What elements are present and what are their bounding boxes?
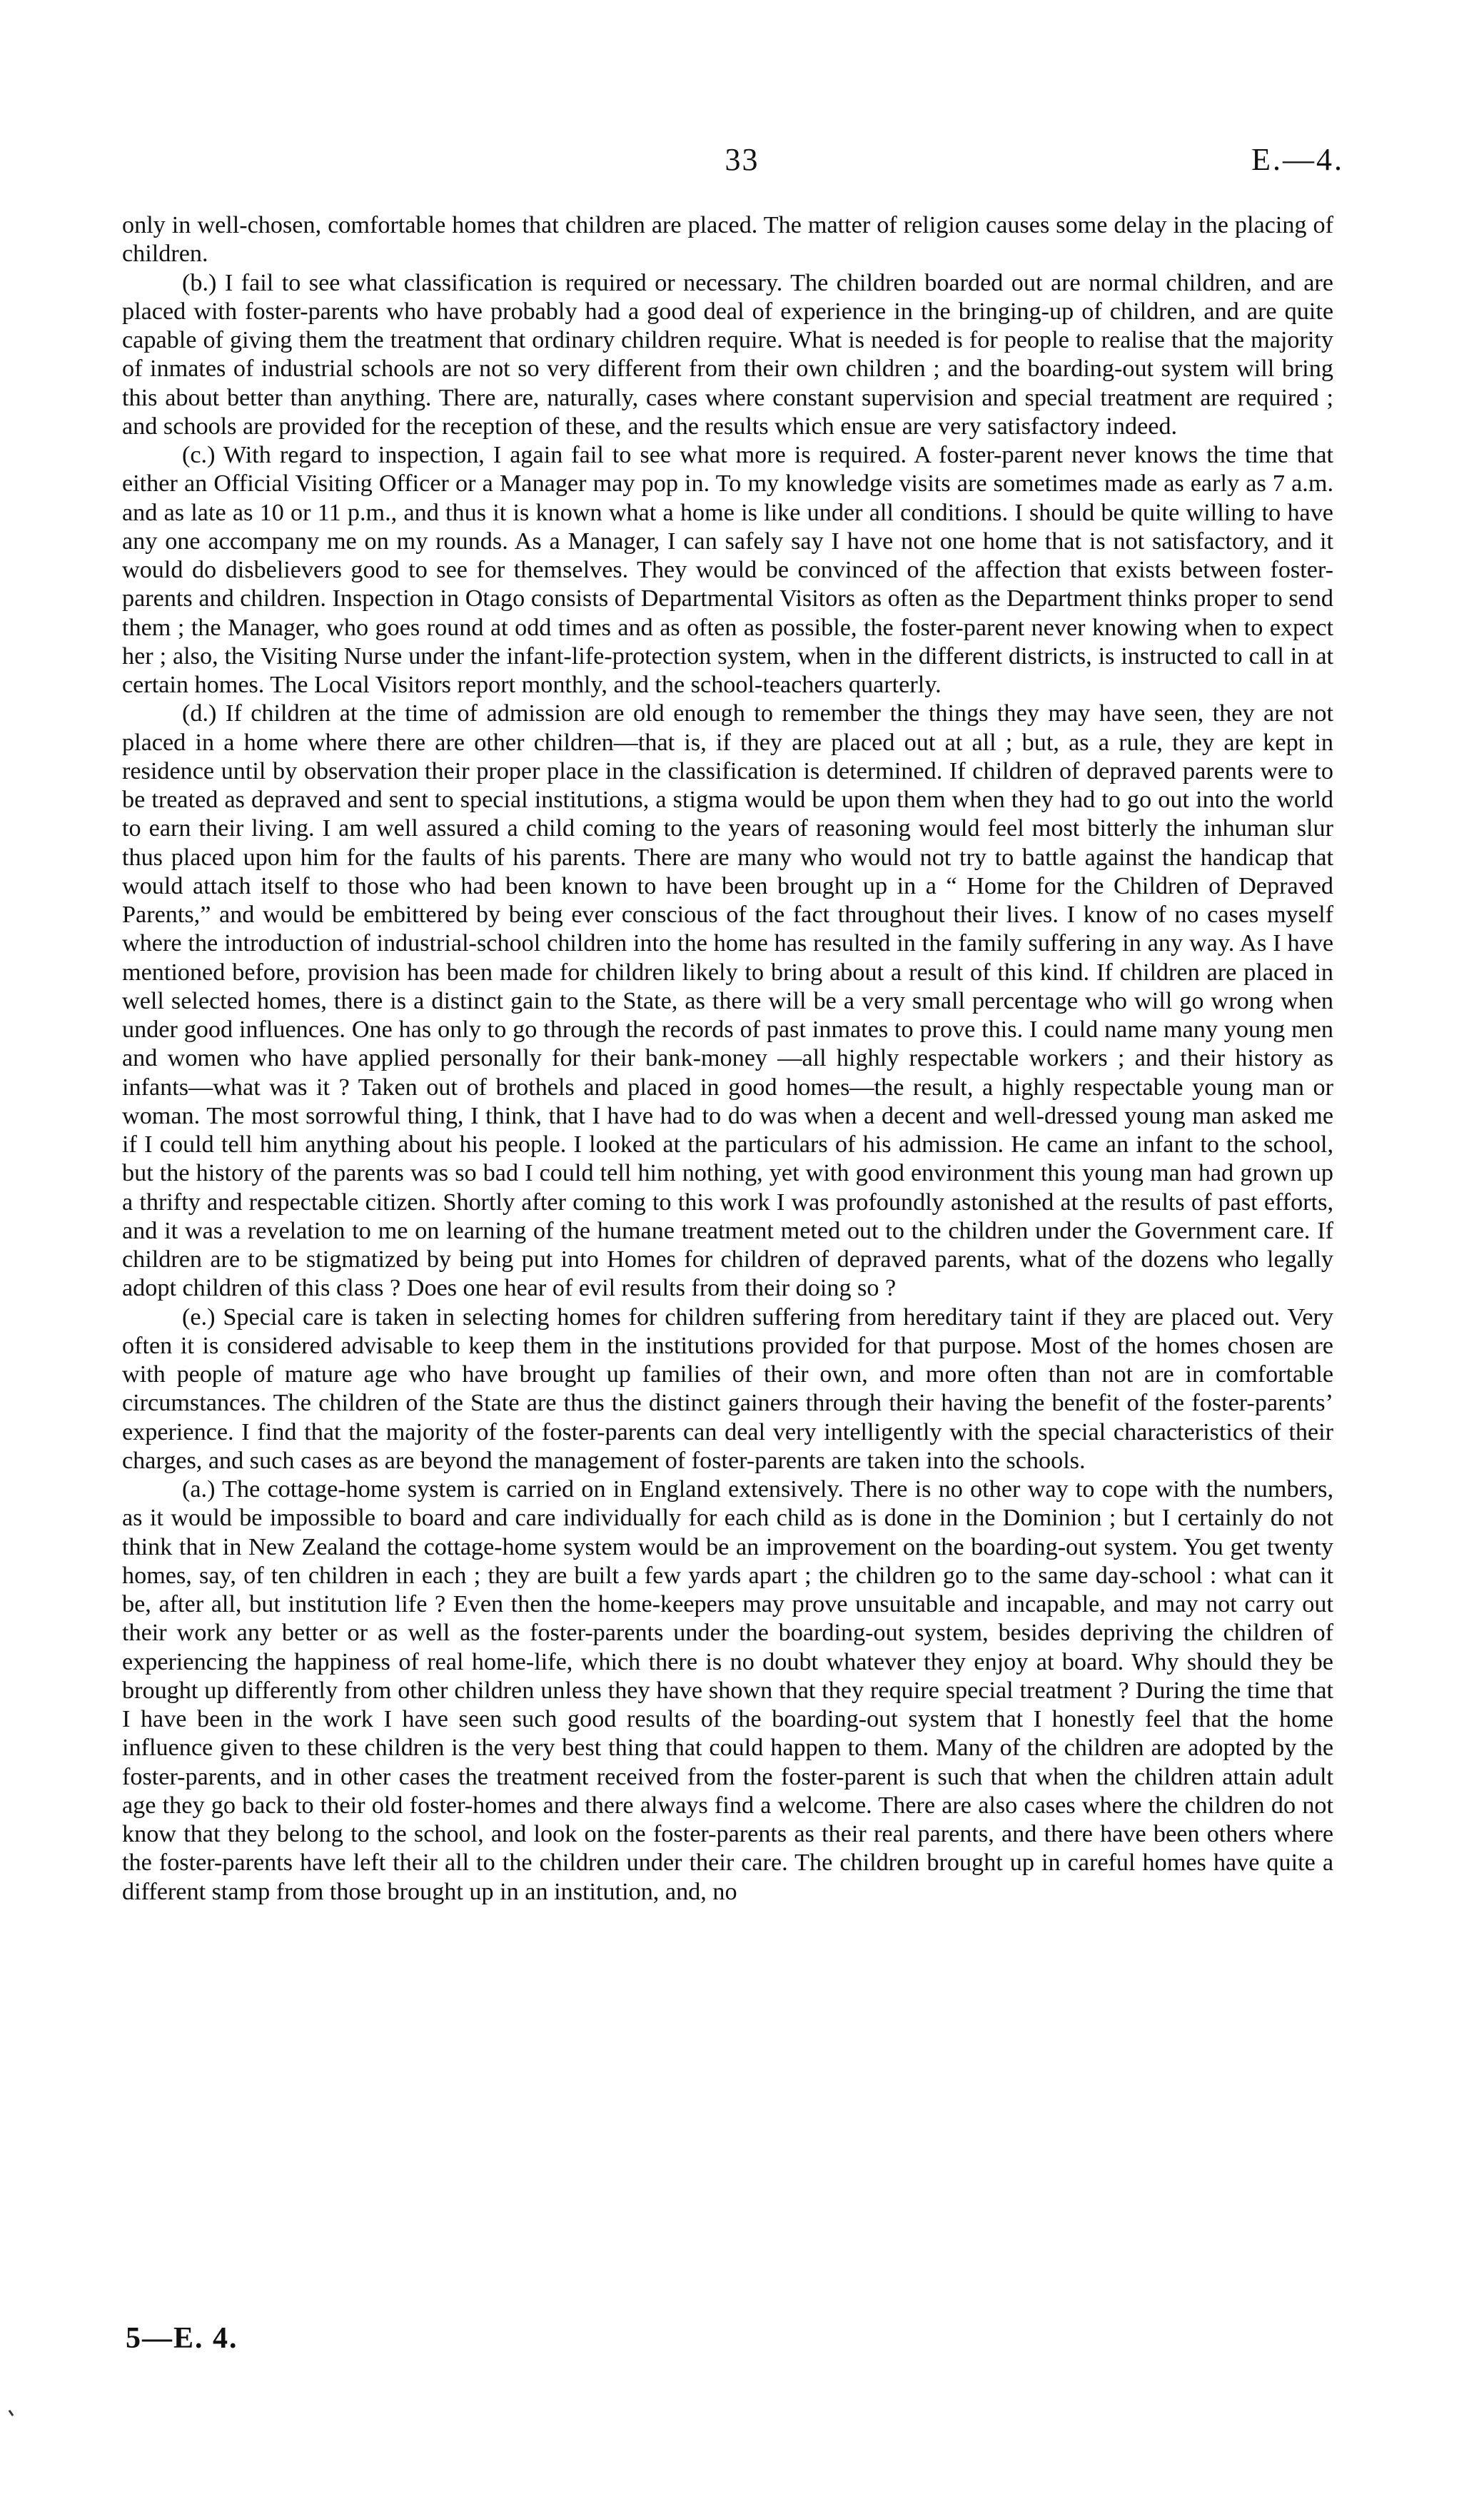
document-code: E.—4. xyxy=(1251,142,1344,177)
printer-signature: 5—E. 4. xyxy=(126,2322,238,2355)
paragraph-d: (d.) If children at the time of admission are old enough to remember the things they may have seen, they are not placed in a home where there are other children—that is, if they are placed out at all ; but, as a rule, they are kept in residence until by observation their proper place in the classification is determined. If children of depraved parents were to be treated as depraved and sent to special institutions, a stigma would be upon them when they had to go out into the world to earn their living. I am well assured a child coming to the years of reasoning would feel most bitterly the inhuman slur thus placed upon him for the faults of his parents. There are many who would not try to battle against the handicap that would attach itself to those who had been known to have been brought up in a “ Home for the Children of Depraved Parents,” and would be embittered by being ever conscious of the fact throughout their lives. I know of no cases myself where the introduction of industrial-school children into the home has resulted in the family suffering in any way. As I have mentioned before, provision has been made for children likely to bring about a result of this kind. If children are placed in well selected homes, there is a distinct gain to the State, as there will be a very small percentage who will go wrong when under good influences. One has only to go through the records of past inmates to prove this. I could name many young men and women who have applied personally for their bank-money —all highly respectable workers ; and their history as infants—what was it ? Taken out of brothels and placed in good homes—the result, a highly respectable young man or woman. The most sorrowful thing, I think, that I have had to do was when a decent and well-dressed young man asked me if I could tell him anything about his people. I looked at the particulars of his admission. He came an infant to the school, but the history of the parents was so bad I could tell him nothing, yet with good environment this young man had grown up a thrifty and respectable citizen. Shortly after coming to this work I was profoundly astonished at the results of past efforts, and it was a revelation to me on learning of the humane treatment meted out to the children under the Government care. If children are to be stigmatized by being put into Homes for children of depraved parents, what of the dozens who legally adopt children of this class ? Does one hear of evil results from their doing so ? xyxy=(122,700,1333,1302)
scan-speck xyxy=(9,2410,14,2416)
body-text xyxy=(122,211,1333,1907)
paragraph-c: (c.) With regard to inspection, I again fail to see what more is required. A foster-parent never knows the time that either an Official Visiting Officer or a Manager may pop in. To my knowledge visits are sometimes made as early as 7 a.m. and as late as 10 or 11 p.m., and thus it is known what a home is like under all conditions. I should be quite willing to have any one accompany me on my rounds. As a Manager, I can safely say I have not one home that is not satisfactory, and it would do disbelievers good to see for themselves. They would be convinced of the affection that exists between foster-parents and children. Inspection in Otago consists of Departmental Visitors as often as the Department thinks proper to send them ; the Manager, who goes round at odd times and as often as possible, the foster-parent never knowing when to expect her ; also, the Visiting Nurse under the infant-life-protection system, when in the different districts, is instructed to call in at certain homes. The Local Visitors report monthly, and the school-teachers quarterly. xyxy=(122,442,1333,698)
page-number: 33 xyxy=(725,142,759,177)
paragraph-e: (e.) Special care is taken in selecting homes for children suffering from hereditary taint if they are placed out. Very often it is considered advisable to keep them in the institutions provided for that purpose. Most of the homes chosen are with people of mature age who have brought up families of their own, and more often than not are in comfortable circumstances. The children of the State are thus the distinct gainers through their having the benefit of the foster-parents’ experience. I find that the majority of the foster-parents can deal very intelligently with the special characteristics of their charges, and such cases as are beyond the management of foster-parents are taken into the schools. xyxy=(122,1303,1333,1474)
paragraph-a: (a.) The cottage-home system is carried on in England extensively. There is no other way to cope with the numbers, as it would be impossible to board and care individually for each child as is done in the Dominion ; but I certainly do not think that in New Zealand the cottage-home system would be an improvement on the boarding-out system. You get twenty homes, say, of ten children in each ; they are built a few yards apart ; the children go to the same day-school : what can it be, after all, but institution life ? Even then the home-keepers may prove unsuitable and incapable, and may not carry out their work any better or as well as the foster-parents under the boarding-out system, besides depriving the children of experiencing the happiness of real home-life, which there is no doubt whatever they enjoy at board. Why should they be brought up differently from other children unless they have shown that they require special treatment ? During the time that I have been in the work I have seen such good results of the boarding-out system that I honestly feel that the home influence given to these children is the very best thing that could happen to them. Many of the children are adopted by the foster-parents, and in other cases the treatment received from the foster-parent is such that when the children attain adult age they go back to their old foster-homes and there always find a welcome. There are also cases where the children do not know that they belong to the school, and look on the foster-parents as their real parents, and there have been others where the foster-parents have left their all to the children under their care. The children brought up in careful homes have quite a different stamp from those brought up in an institution, and, no xyxy=(122,1476,1333,1905)
paragraph-continuation: only in well-chosen, comfortable homes that children are placed. The matter of religion causes some delay in the placing of children. xyxy=(122,212,1333,268)
paragraph-b: (b.) I fail to see what classification is required or necessary. The children boarded out are normal children, and are placed with foster-parents who have probably had a good deal of experience in the bringing-up of children, and are quite capable of giving them the treatment that ordinary children require. What is needed is for people to realise that the majority of inmates of industrial schools are not so very different from their own children ; and the boarding-out system will bring this about better than anything. There are, naturally, cases where constant supervision and special treatment are required ; and schools are provided for the reception of these, and the results which ensue are very satisfactory indeed. xyxy=(122,269,1333,440)
